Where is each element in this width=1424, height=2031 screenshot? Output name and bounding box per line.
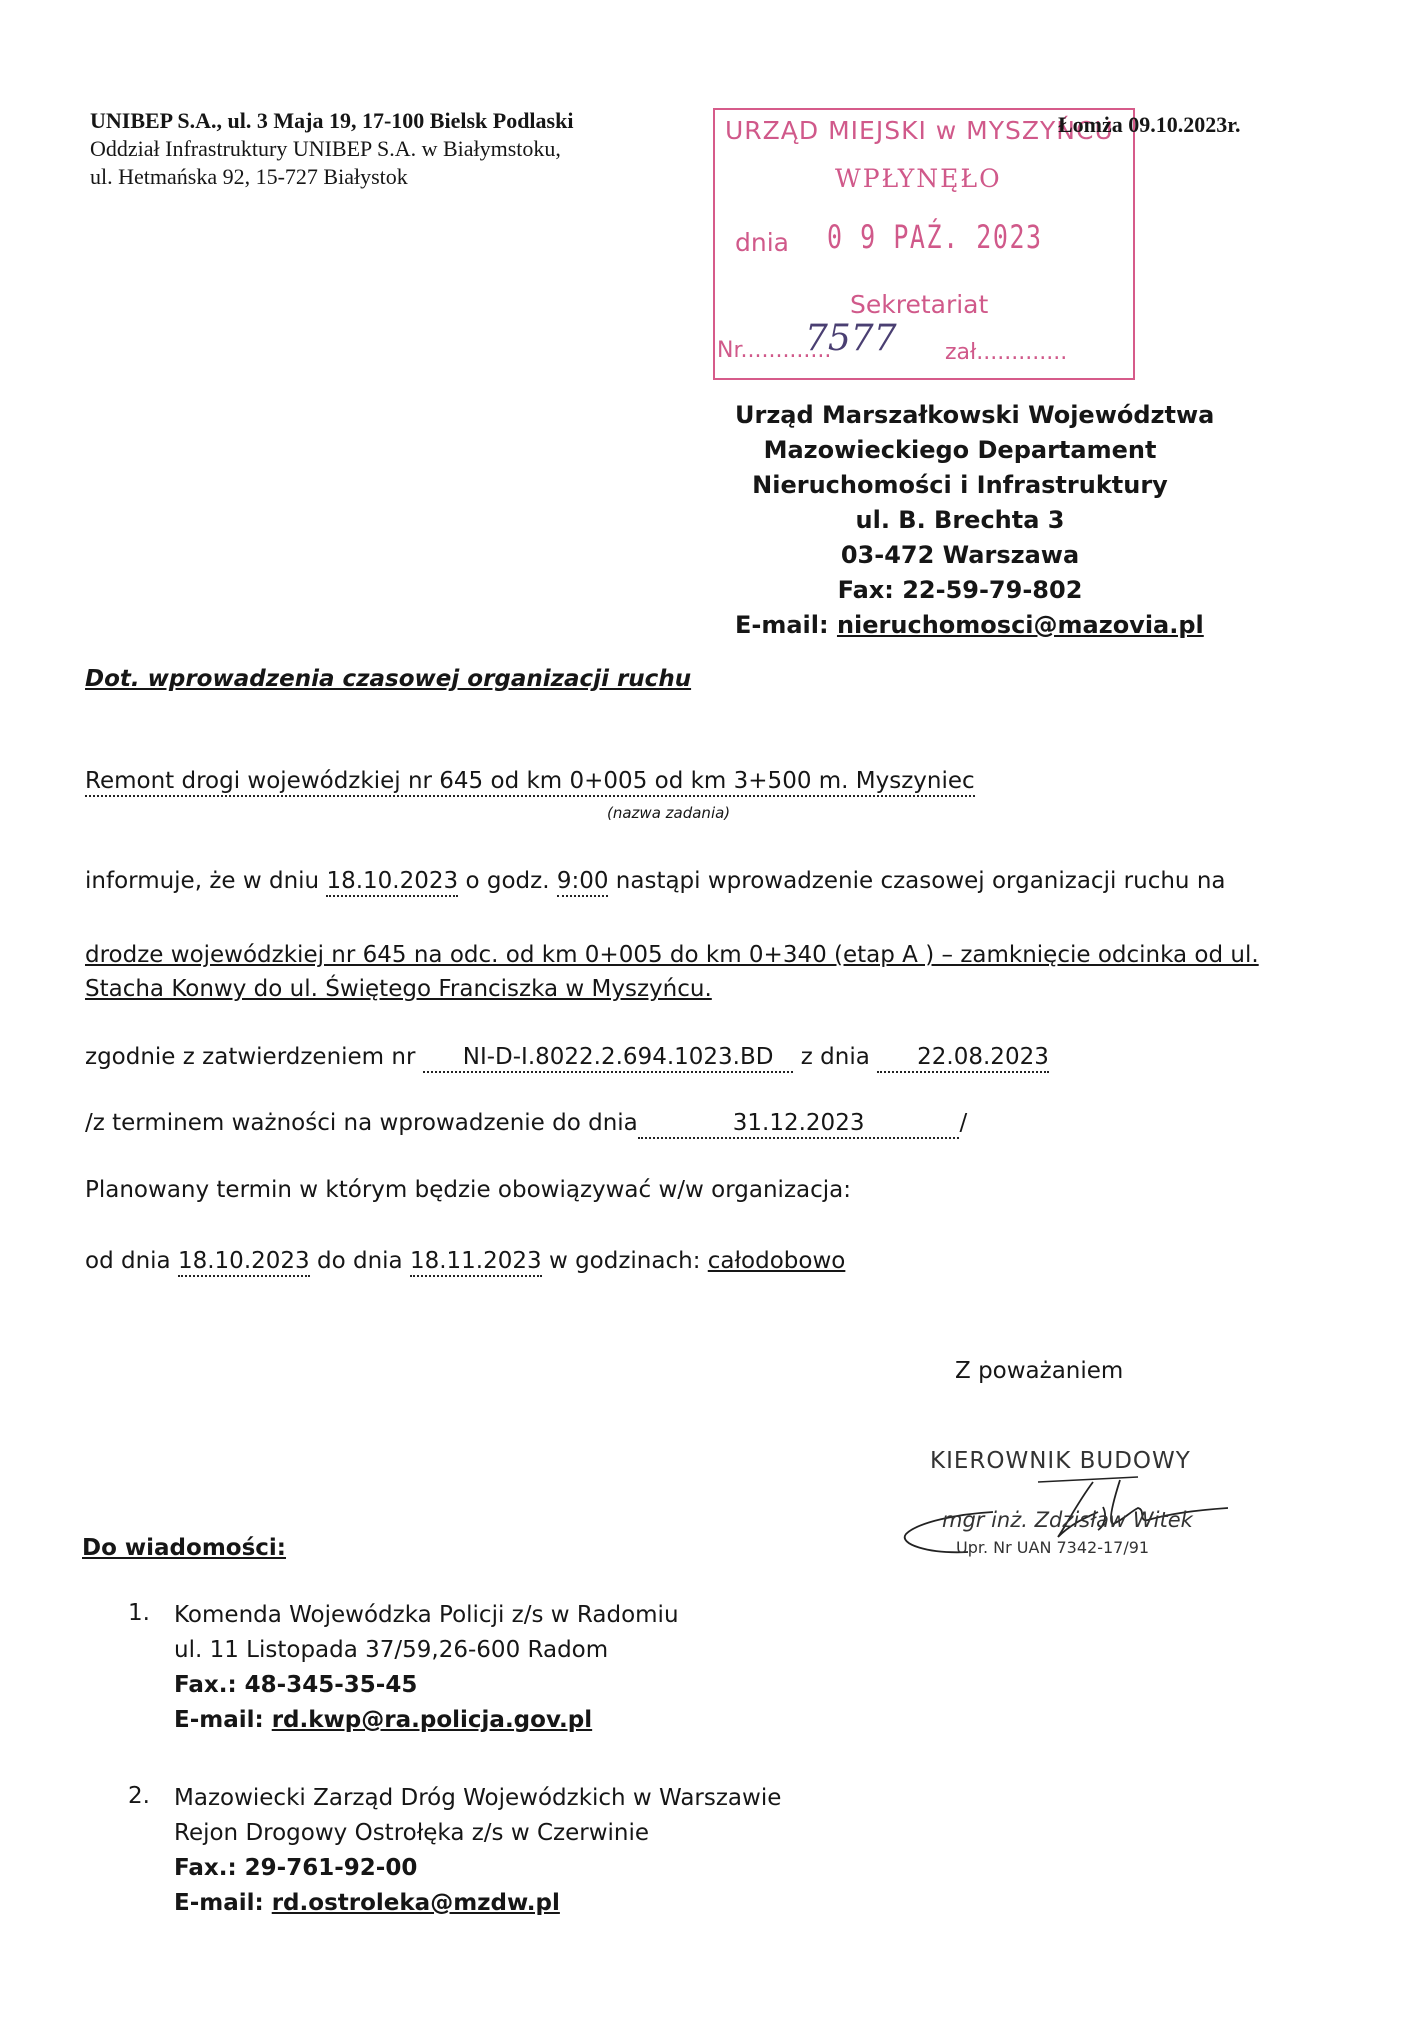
info-paragraph [85,868,1226,894]
recipient-address [735,398,1215,643]
stamp-office: URZĄD MIEJSKI w MYSZYŃCU [725,116,1114,145]
recipient-line: ul. B. Brechta 3 [855,506,1065,534]
text: w godzinach: [541,1248,708,1274]
recipient-line: Mazowieckiego Departament [763,436,1157,464]
cc-title: Do wiadomości: [82,1535,286,1561]
approval-date: 22.08.2023 [877,1044,1049,1073]
road-section-line: Stacha Konwy do ul. Świętego Franciszka w Myszyńcu. [85,976,712,1002]
term-hours: całodobowo [707,1248,846,1274]
term-to: 18.11.2023 [410,1248,542,1277]
stamp-date-label: dnia [735,228,789,257]
text: zgodnie z zatwierdzeniem nr [85,1044,423,1070]
email-label: E-mail: [735,611,837,639]
start-time: 9:00 [557,868,609,897]
recipient-email-row [735,608,1204,643]
task-name: Remont drogi wojewódzkiej nr 645 od km 0+005 od km 3+500 m. Myszyniec [85,768,975,797]
signature-stamp [898,1448,1228,1578]
cc-email-link[interactable]: rd.ostroleka@mzdw.pl [271,1890,560,1916]
cc-email-row [174,1886,781,1921]
task-caption: (nazwa zadania) [607,804,731,822]
stamp-date: 0 9 PAŹ. 2023 [827,218,1043,256]
text: nastąpi wprowadzenie czasowej organizacji ruchu na [608,868,1226,894]
cc-fax: Fax.: 29-761-92-00 [174,1855,418,1881]
recipient-fax: Fax: 22-59-79-802 [837,576,1083,604]
recipient-email-link[interactable]: nieruchomosci@mazovia.pl [836,611,1204,639]
signature-title: KIEROWNIK BUDOWY [930,1448,1191,1474]
cc-line: ul. 11 Listopada 37/59,26-600 Radom [174,1637,609,1663]
cc-line: Mazowiecki Zarząd Dróg Wojewódzkich w Warszawie [174,1785,782,1811]
signature-name: mgr inż. Zdzisław Witek [942,1508,1193,1532]
term-from: 18.10.2023 [178,1248,310,1277]
stamp-border-right [1133,110,1135,378]
text: / [959,1110,968,1136]
cc-item [174,1781,781,1921]
signature-license: Upr. Nr UAN 7342-17/91 [956,1538,1150,1557]
recipient-line: Nieruchomości i Infrastruktury [752,471,1168,499]
validity-line [85,1110,967,1136]
text: z dnia [793,1044,878,1070]
stamp-received: WPŁYNĘŁO [835,164,1002,193]
stamp-attachment-label: zał............. [945,340,1068,365]
validity-date: 31.12.2023 [638,1110,960,1139]
sender-company: UNIBEP S.A., ul. 3 Maja 19, 17-100 Bielsk Podlaski [90,108,574,133]
road-section-line: drodze wojewódzkiej nr 645 na odc. od km 0+005 do km 0+340 (etap A ) – zamknięcie odcinka od ul. [85,942,1259,968]
cc-item-number: 2. [128,1783,150,1809]
email-label: E-mail: [174,1707,272,1733]
registry-stamp [713,108,1135,380]
start-date: 18.10.2023 [326,868,458,897]
sender-street: ul. Hetmańska 92, 15-727 Białystok [90,164,408,189]
stamp-secretariat: Sekretariat [850,290,989,319]
cc-fax: Fax.: 48-345-35-45 [174,1672,418,1698]
road-section [85,938,1259,1006]
cc-email-row [174,1703,679,1738]
approval-number: NI-D-I.8022.2.694.1023.BD [423,1044,794,1073]
sender-division: Oddział Infrastruktury UNIBEP S.A. w Białymstoku, [90,136,561,161]
stamp-number-label: Nr............. [717,338,832,363]
subject-line: Dot. wprowadzenia czasowej organizacji ruchu [85,666,692,692]
recipient-line: Urząd Marszałkowski Województwa [735,401,1215,429]
cc-line: Komenda Wojewódzka Policji z/s w Radomiu [174,1602,679,1628]
text: do dnia [309,1248,410,1274]
cc-item-number: 1. [128,1600,150,1626]
sender-address [90,107,573,191]
text: /z terminem ważności na wprowadzenie do dnia [85,1110,638,1136]
text: od dnia [85,1248,178,1274]
stamp-number-handwritten: 7577 [805,318,897,359]
cc-item [174,1598,679,1738]
text: informuje, że w dniu [85,868,327,894]
email-label: E-mail: [174,1890,272,1916]
cc-line: Rejon Drogowy Ostrołęka z/s w Czerwinie [174,1820,650,1846]
planned-term [85,1248,845,1274]
approval-line [85,1044,1049,1070]
place-date: Łomża 09.10.2023r. [1058,112,1241,137]
cc-email-link[interactable]: rd.kwp@ra.policja.gov.pl [271,1707,593,1733]
recipient-line: 03-472 Warszawa [840,541,1080,569]
text: o godz. [458,868,557,894]
closing: Z poważaniem [955,1358,1124,1384]
planned-term-label: Planowany termin w którym będzie obowiązywać w/w organizacja: [85,1177,851,1203]
